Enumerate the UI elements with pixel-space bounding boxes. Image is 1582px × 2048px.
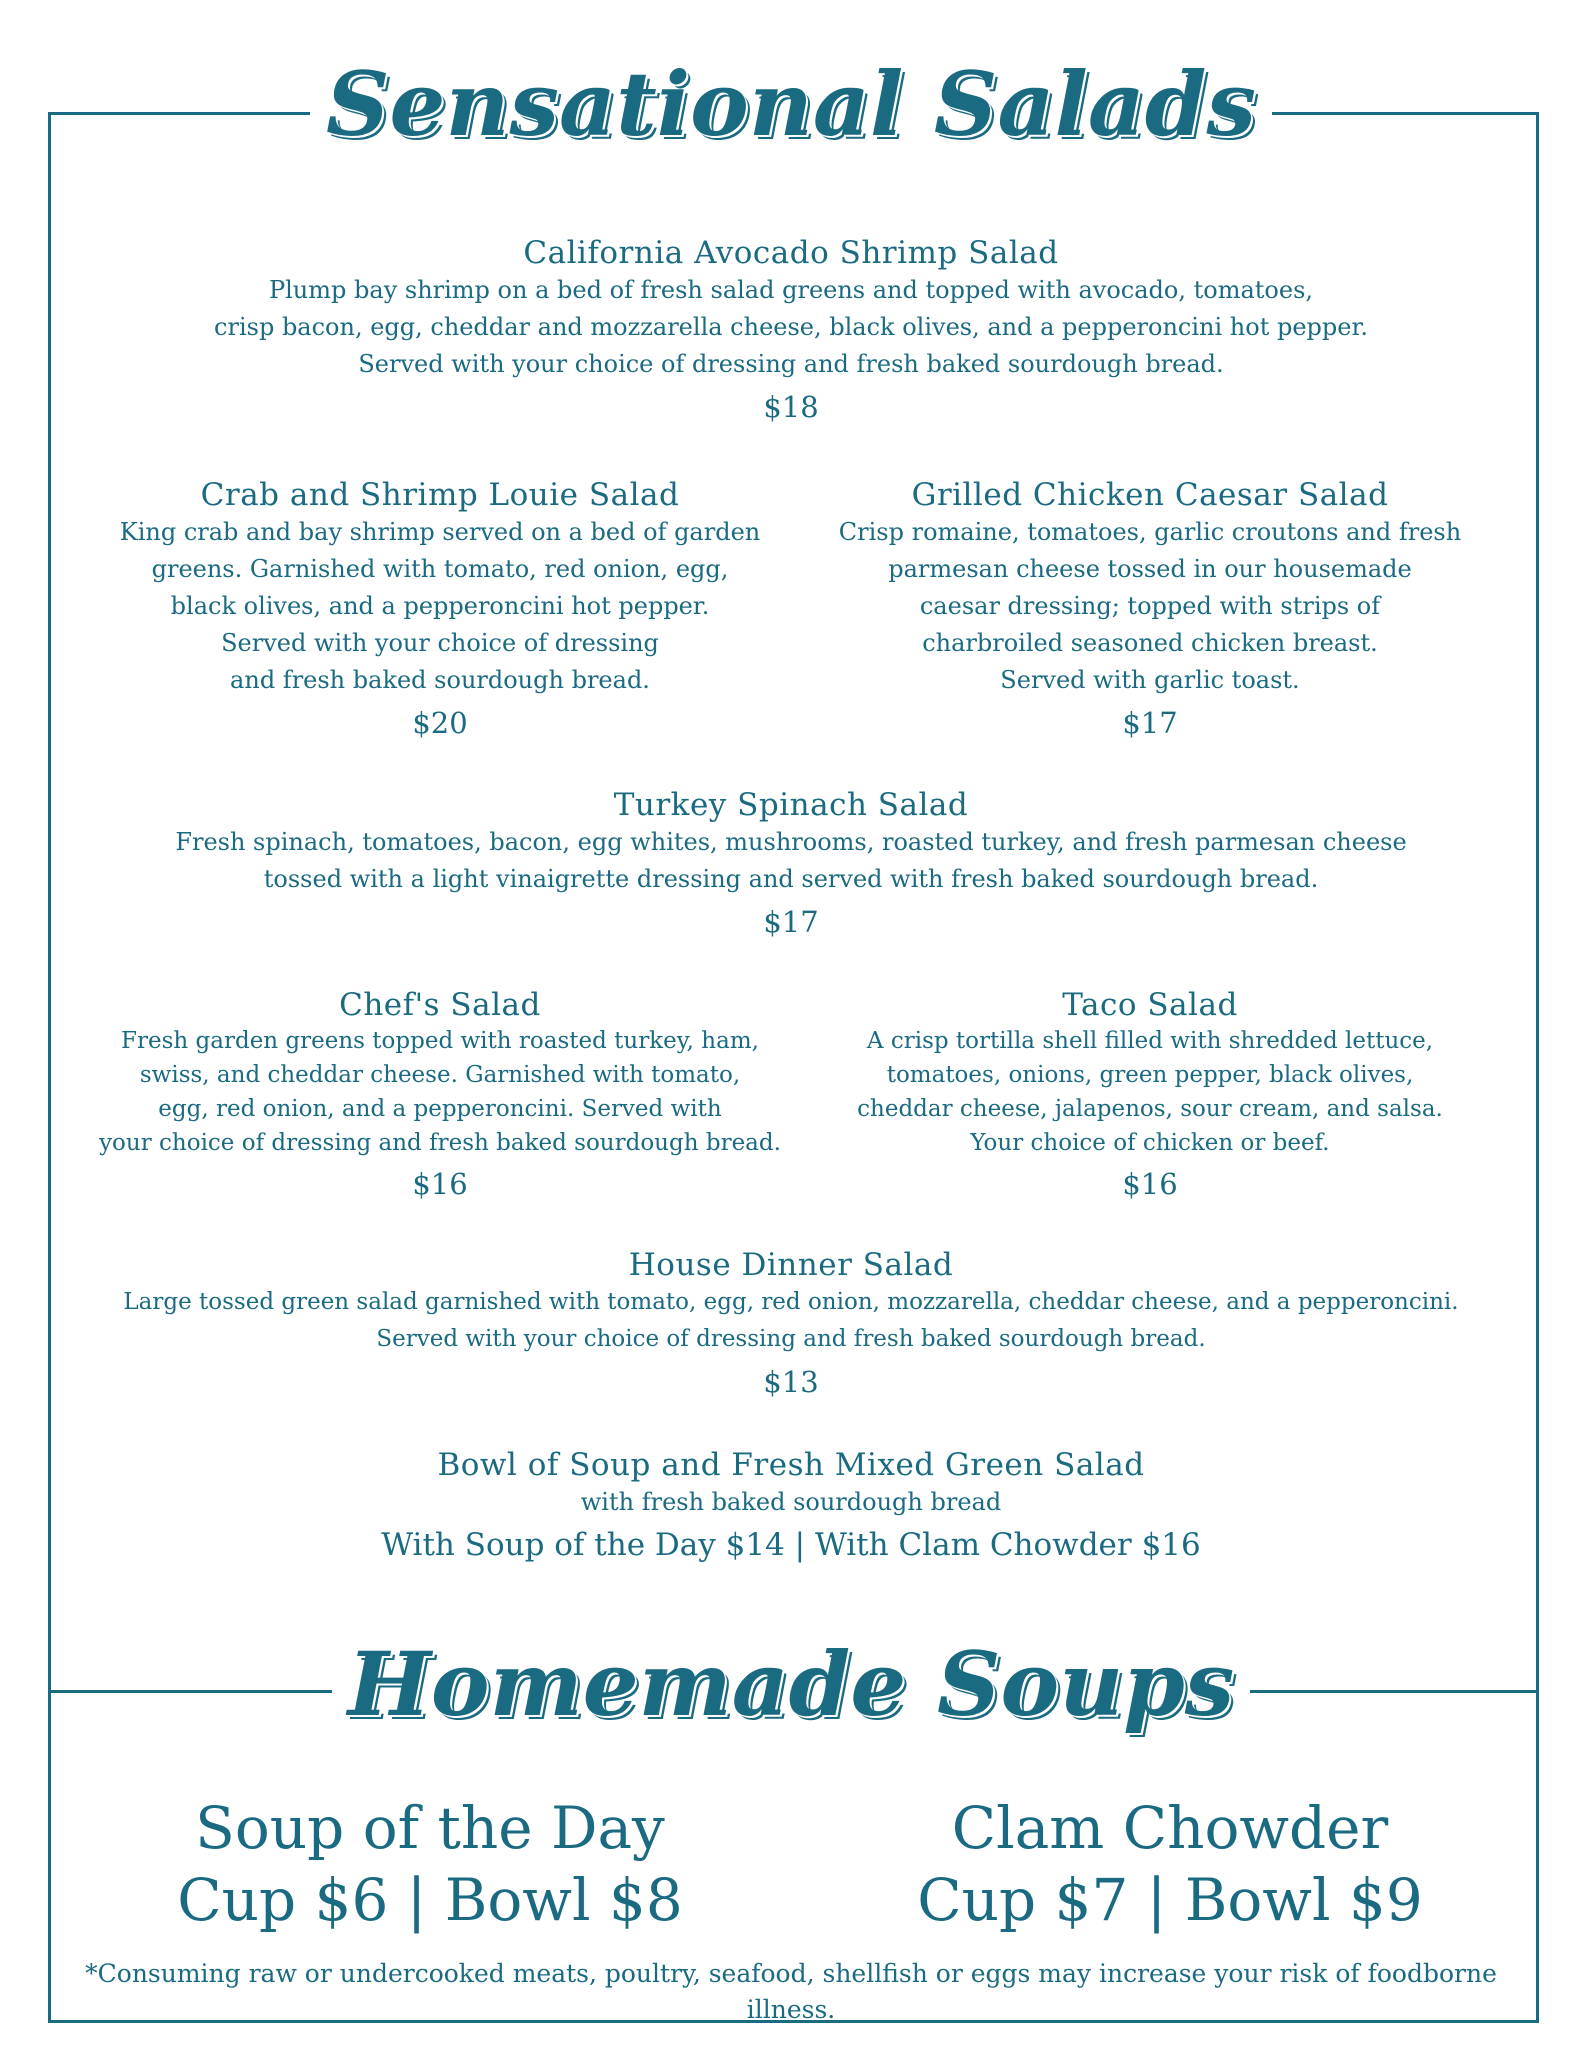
menu-item-turkey-spinach: [90, 786, 1492, 944]
menu-item-taco-salad: [800, 986, 1500, 1206]
item-price: $17: [763, 905, 819, 939]
item-name: California Avocado Shrimp Salad: [523, 235, 1059, 271]
item-description: Fresh spinach, tomatoes, bacon, egg whites, mushrooms, roasted turkey, and fresh parmesan cheese tossed with a light vinaigrette dressing and served with fresh baked sourdough bread.: [175, 828, 1407, 893]
item-description: Plump bay shrimp on a bed of fresh salad greens and topped with avocado, tomatoes, crisp bacon, egg, cheddar and mozzarella cheese, black olives, and a pepperoncini hot pepper. Served with your choice of dressing and fresh baked sourdough bread.: [214, 276, 1368, 378]
clam-chowder: [860, 1792, 1480, 1936]
item-description: with fresh baked sourdough bread: [580, 1488, 1002, 1516]
soup-price: Cup $7 | Bowl $9: [917, 1866, 1423, 1934]
item-description: Crisp romaine, tomatoes, garlic croutons and fresh parmesan cheese tossed in our housemade caesar dressing; topped with strips of charbroiled seasoned chicken breast. Served with garlic toast.: [838, 518, 1462, 694]
menu-item-california-avocado-shrimp: [90, 234, 1492, 429]
soups-heading: [0, 1632, 1582, 1736]
soup-of-the-day: [120, 1792, 740, 1936]
item-price: $16: [412, 1167, 468, 1201]
soup-name: Soup of the Day: [195, 1794, 665, 1862]
item-price: $17: [1122, 706, 1178, 740]
soup-price: Cup $6 | Bowl $8: [177, 1866, 683, 1934]
item-name: Turkey Spinach Salad: [613, 787, 969, 823]
item-name: Chef's Salad: [339, 987, 541, 1023]
menu-item-soup-and-salad: [90, 1446, 1492, 1567]
item-name: Crab and Shrimp Louie Salad: [200, 477, 680, 513]
item-name: House Dinner Salad: [628, 1247, 954, 1283]
item-name: Taco Salad: [1062, 987, 1238, 1023]
item-price: $13: [763, 1365, 819, 1399]
menu-item-chefs-salad: [90, 986, 790, 1206]
salads-heading: [0, 52, 1582, 156]
item-description: A crisp tortilla shell filled with shredded lettuce, tomatoes, onions, green pepper, black olives, cheddar cheese, jalapenos, sour cream, and salsa. Your choice of chicken or beef.: [857, 1028, 1443, 1156]
item-price: $20: [412, 706, 468, 740]
soup-name: Clam Chowder: [951, 1794, 1389, 1862]
soups-heading-text: Homemade Soups: [332, 1632, 1251, 1736]
menu-item-crab-shrimp-louie: [90, 476, 790, 745]
item-price: $16: [1122, 1167, 1178, 1201]
item-price: $18: [763, 390, 819, 424]
item-name: Bowl of Soup and Fresh Mixed Green Salad: [437, 1447, 1145, 1483]
menu-item-grilled-chicken-caesar: [800, 476, 1500, 745]
health-notice: *Consuming raw or undercooked meats, poultry, seafood, shellfish or eggs may increase your risk of foodborne illness.: [85, 1959, 1497, 2024]
item-name: Grilled Chicken Caesar Salad: [911, 477, 1389, 513]
salads-heading-text: Sensational Salads: [310, 52, 1272, 156]
item-description: Large tossed green salad garnished with tomato, egg, red onion, mozzarella, cheddar cheese, and a pepperoncini. Served with your choice of dressing and fresh baked sourdough bread.: [123, 1289, 1459, 1352]
item-description: King crab and bay shrimp served on a bed of garden greens. Garnished with tomato, red onion, egg, black olives, and a pepperoncini hot pepper. Served with your choice of dressing and fresh baked sourdough bread.: [119, 518, 761, 694]
item-price: With Soup of the Day $14 | With Clam Chowder $16: [381, 1527, 1201, 1563]
item-description: Fresh garden greens topped with roasted turkey, ham, swiss, and cheddar cheese. Garnished with tomato, egg, red onion, and a pepperoncini. Served with your choice of dressing and fresh baked sourdough bread.: [99, 1028, 781, 1156]
menu-item-house-dinner-salad: [90, 1246, 1492, 1404]
